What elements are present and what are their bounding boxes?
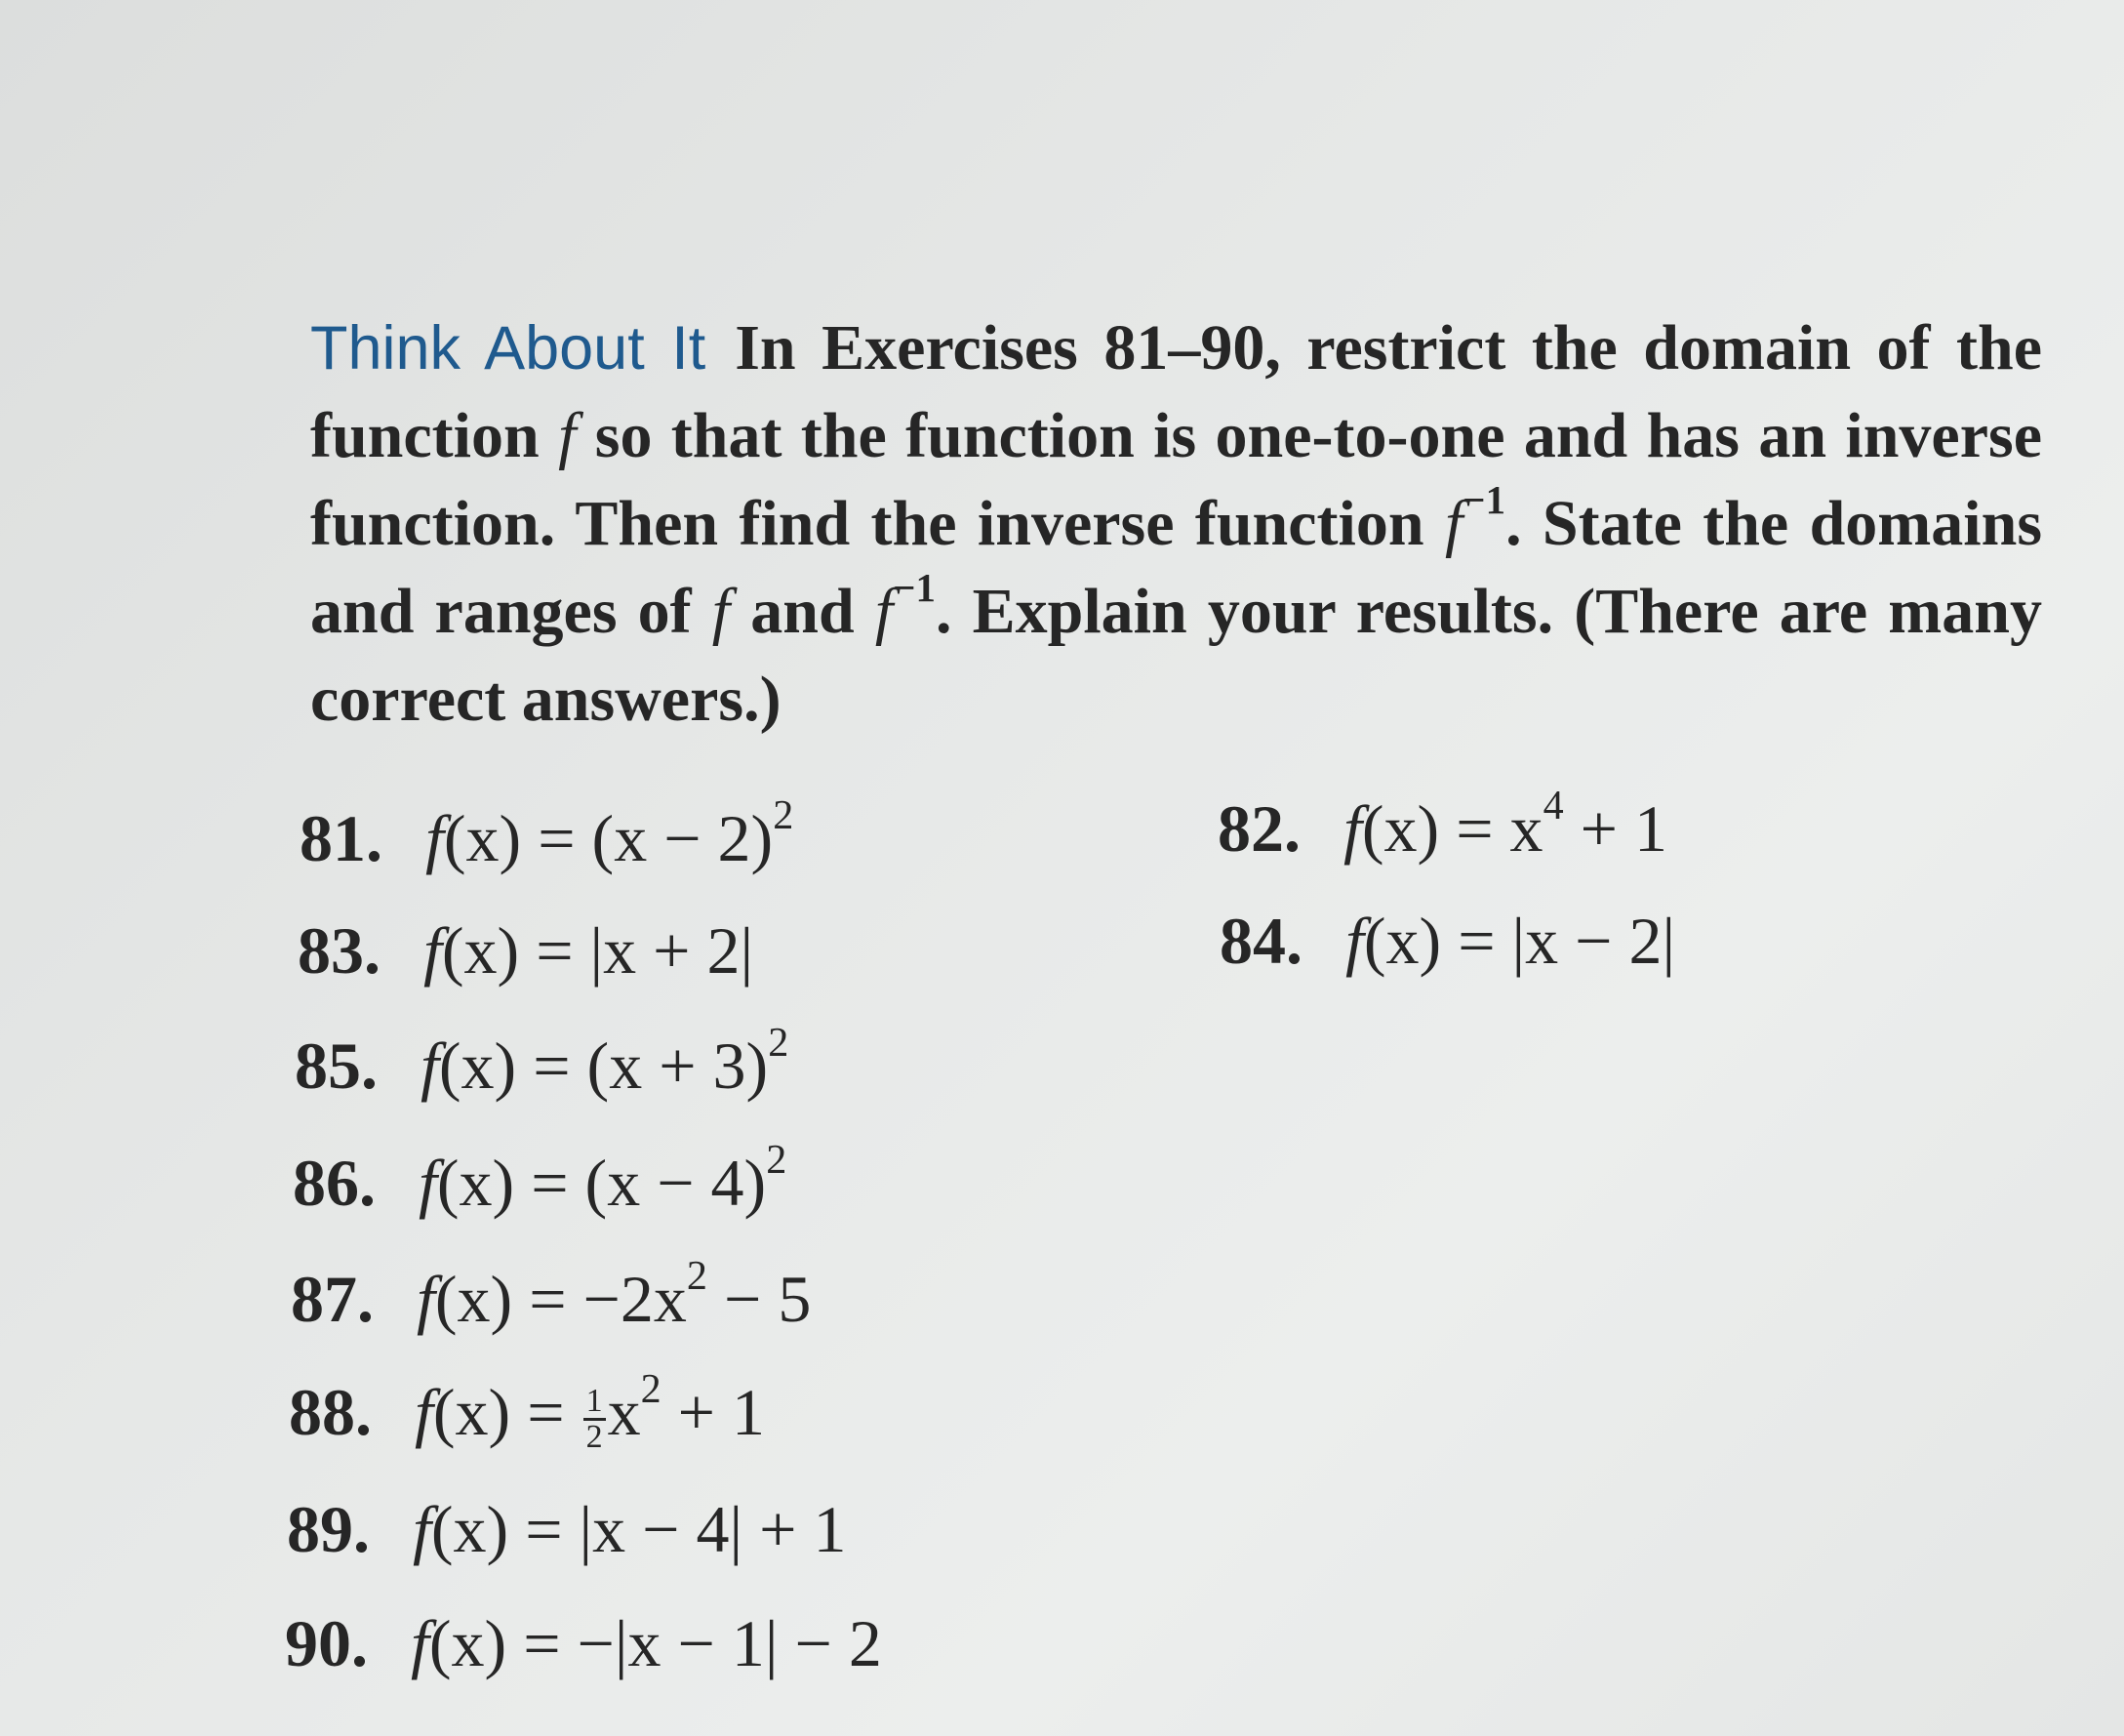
function-argument: (x): [430, 1492, 509, 1566]
exercise-88: [289, 1366, 765, 1455]
inverse-exponent: −1: [893, 566, 936, 611]
fraction-numerator: 1: [583, 1385, 606, 1421]
exponent: 2: [773, 792, 794, 839]
function-symbol: f: [874, 576, 894, 647]
function-argument: (x): [436, 1146, 515, 1220]
exercise-82: [1218, 783, 1667, 866]
expression-tail: + 1: [661, 1375, 765, 1449]
exercise-number: 90.: [285, 1606, 368, 1680]
exercise-number: 84.: [1220, 904, 1302, 978]
function-expression: = (x − 4): [514, 1146, 767, 1220]
exponent: 2: [766, 1137, 787, 1184]
function-expression: = −2x: [512, 1262, 687, 1336]
function-name: f: [425, 801, 444, 875]
exercise-number: 88.: [289, 1375, 372, 1449]
function-symbol: f: [558, 400, 577, 471]
section-heading: Think About It: [310, 314, 706, 383]
exercise-87: [291, 1253, 812, 1336]
exercise-number: 82.: [1218, 791, 1301, 866]
fraction-variable: x: [607, 1375, 641, 1449]
exponent: 2: [768, 1020, 789, 1067]
expression-tail: + 1: [1563, 791, 1667, 866]
function-name: f: [421, 1029, 439, 1103]
function-expression: =: [510, 1375, 581, 1449]
function-argument: (x): [428, 1606, 507, 1680]
function-argument: (x): [434, 1262, 513, 1336]
function-symbol: f: [711, 576, 731, 647]
function-name: f: [419, 1146, 437, 1220]
function-argument: (x): [441, 913, 520, 988]
function-symbol: f: [1444, 488, 1463, 559]
function-name: f: [415, 1375, 433, 1449]
function-name: f: [1343, 791, 1362, 866]
exercise-90: [285, 1606, 882, 1680]
fraction-denominator: 2: [585, 1418, 603, 1455]
exercise-number: 86.: [293, 1146, 376, 1220]
inverse-exponent: −1: [1463, 478, 1506, 523]
exercise-89: [287, 1492, 847, 1566]
exponent: 2: [640, 1366, 661, 1413]
function-argument: (x): [1361, 791, 1440, 866]
exercise-number: 87.: [291, 1262, 374, 1336]
function-argument: (x): [1363, 904, 1442, 978]
exponent: 2: [686, 1253, 707, 1300]
function-name: f: [423, 913, 442, 988]
instructions-text: so that the function is one-to-one and has an inverse function. Then find the inverse function: [310, 400, 2042, 559]
instructions-paragraph: [310, 304, 2042, 744]
exercise-86: [293, 1137, 787, 1220]
function-expression: = (x − 2): [521, 801, 774, 875]
fraction: [583, 1382, 606, 1455]
function-argument: (x): [438, 1029, 517, 1103]
function-argument: (x): [432, 1375, 511, 1449]
exercise-81: [300, 792, 794, 875]
instructions-text: . State the domains and ranges of: [310, 488, 2042, 647]
exercise-83: [298, 913, 754, 988]
exercise-number: 89.: [287, 1492, 370, 1566]
function-expression: = |x − 2|: [1441, 904, 1676, 978]
function-expression: = |x + 2|: [519, 913, 754, 988]
instructions-text: . Explain your results. (There are many correct answers.): [310, 576, 2042, 735]
function-name: f: [1345, 904, 1364, 978]
function-name: f: [411, 1606, 429, 1680]
instructions-text: and: [730, 576, 875, 647]
function-name: f: [413, 1492, 431, 1566]
exercise-number: 81.: [300, 801, 382, 875]
instructions-text: In Exercises 81–90, restrict the domain of the function: [310, 312, 2043, 471]
exponent: 4: [1543, 783, 1564, 829]
function-expression: = −|x − 1| − 2: [506, 1606, 882, 1680]
function-expression: = |x − 4| + 1: [508, 1492, 847, 1566]
function-expression: = (x + 3): [516, 1029, 769, 1103]
expression-tail: − 5: [706, 1262, 812, 1336]
function-argument: (x): [443, 801, 522, 875]
exercise-84: [1220, 904, 1676, 978]
exercise-number: 83.: [298, 913, 381, 988]
exercise-number: 85.: [295, 1029, 378, 1103]
function-expression: = x: [1439, 791, 1543, 866]
function-name: f: [417, 1262, 435, 1336]
exercise-85: [295, 1020, 789, 1103]
